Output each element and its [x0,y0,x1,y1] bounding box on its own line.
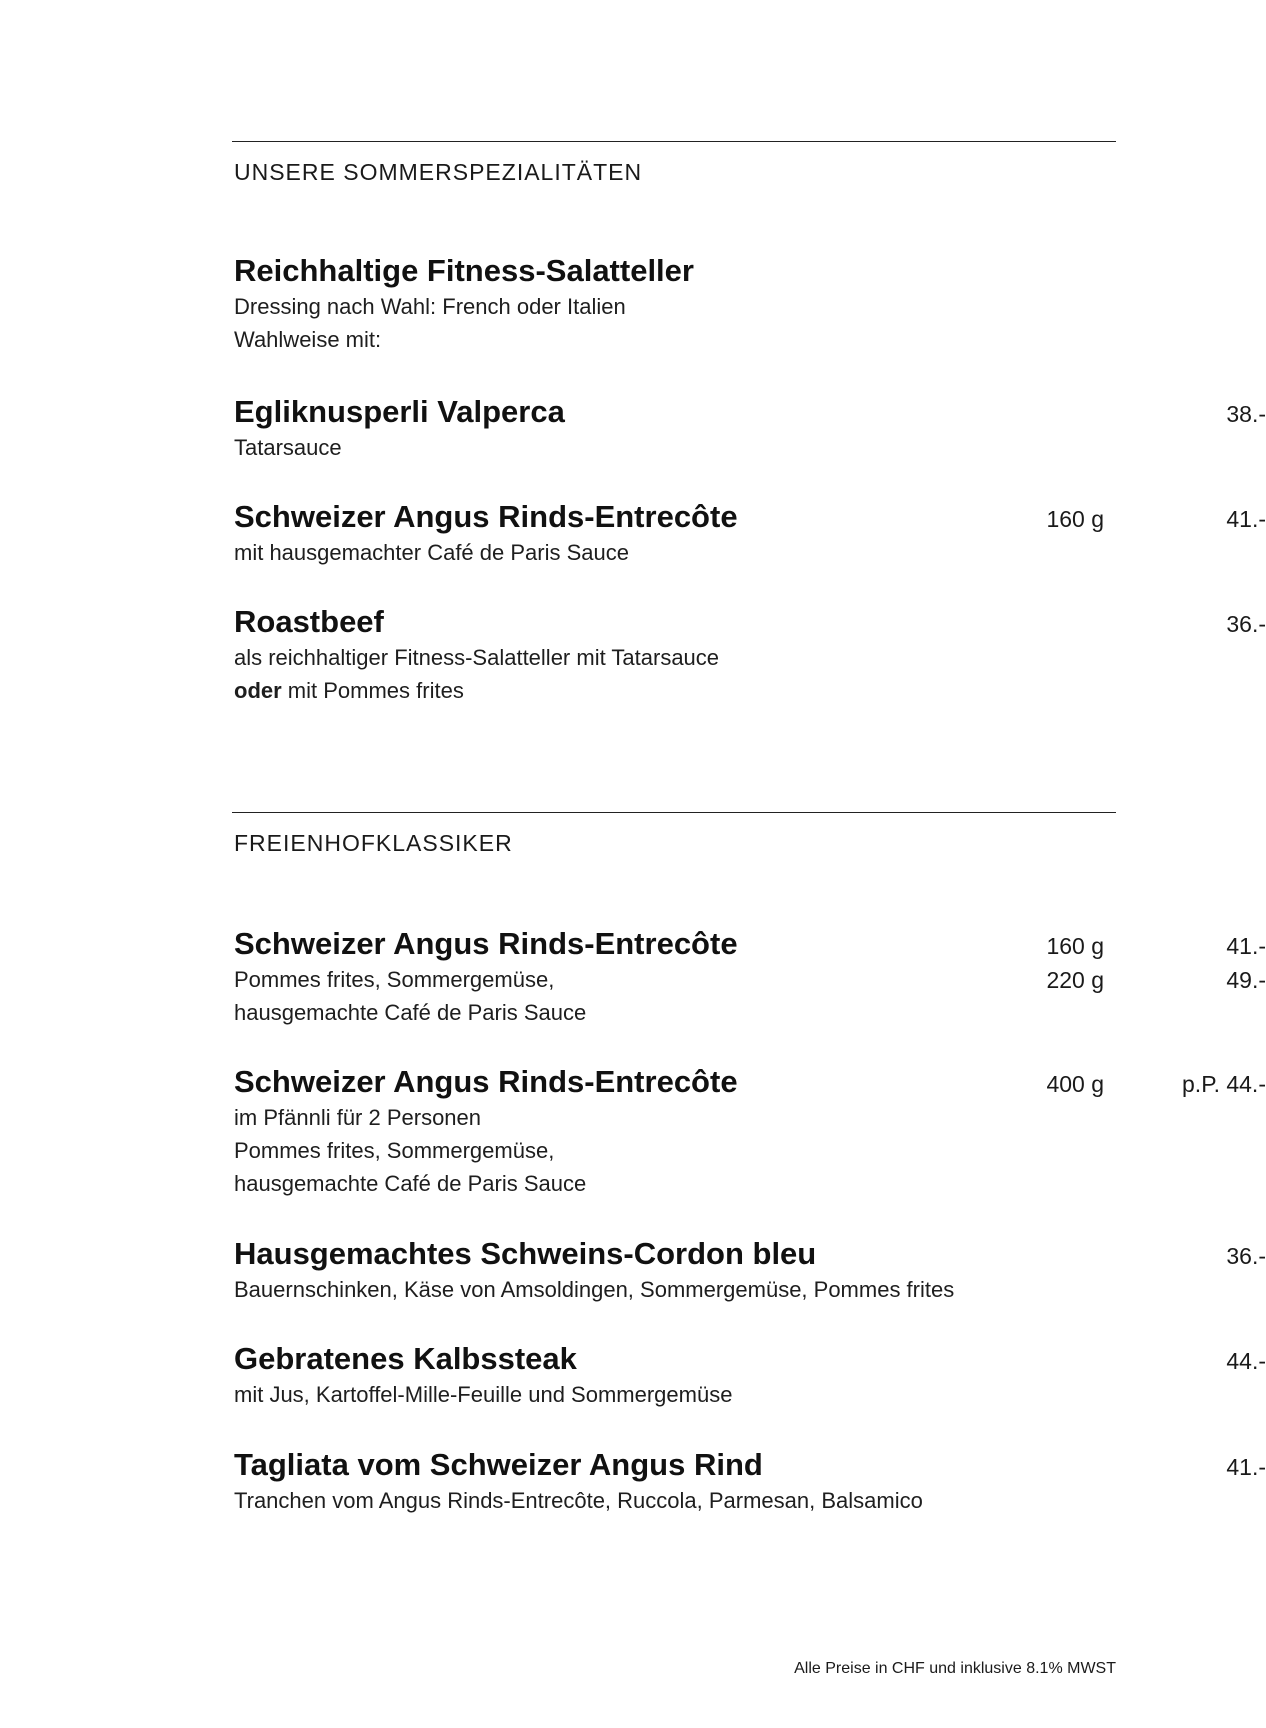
menu-item-tagliata [234,1446,1266,1517]
section-divider [232,812,1116,813]
item-description: Pommes frites, Sommergemüse, [234,1138,555,1163]
item-weight: 400 g [1046,1071,1104,1097]
section-divider [232,141,1116,142]
item-description: Dressing nach Wahl: French oder Italien [234,294,626,319]
menu-item-entrecote-summer [234,498,1266,569]
item-price: 41.- [1226,933,1266,959]
section-summer-specials [232,141,1116,186]
item-price: 38.- [1226,401,1266,427]
menu-item-kalbssteak [234,1340,1266,1411]
item-name: Gebratenes Kalbssteak [234,1341,577,1376]
item-description: hausgemachte Café de Paris Sauce [234,1000,587,1025]
menu-item-roastbeef [234,603,1266,707]
item-price: 41.- [1226,506,1266,532]
item-description: im Pfännli für 2 Personen [234,1105,482,1130]
item-price: 36.- [1226,1243,1266,1269]
menu-item-fitness-salad [234,252,1116,356]
item-weight: 220 g [1046,967,1104,993]
item-description: hausgemachte Café de Paris Sauce [234,1171,587,1196]
item-price: 49.- [1226,967,1266,993]
item-price: 41.- [1226,1454,1266,1480]
item-name: Roastbeef [234,604,384,639]
menu-item-entrecote-classic [234,925,1266,1029]
item-description: Tatarsauce [234,435,342,460]
item-description: Tranchen vom Angus Rinds-Entrecôte, Ruccola, Parmesan, Balsamico [234,1488,923,1513]
item-price: 44.- [1226,1348,1266,1374]
menu-item-entrecote-pfaennli [234,1063,1266,1200]
item-description: Pommes frites, Sommergemüse, [234,967,555,992]
section-title: FREIENHOFKLASSIKER [234,830,513,856]
item-name: Schweizer Angus Rinds-Entrecôte [234,499,738,534]
emphasis-text: oder [234,678,282,703]
section-classics [232,812,1116,857]
item-name: Reichhaltige Fitness-Salatteller [234,253,694,288]
item-price: p.P. 44.- [1182,1071,1266,1097]
menu-item-egliknusperli [234,393,1266,464]
item-price: 36.- [1226,611,1266,637]
item-name: Tagliata vom Schweizer Angus Rind [234,1447,763,1482]
menu-item-cordon-bleu [234,1235,1266,1306]
price-footnote: Alle Preise in CHF und inklusive 8.1% MWST [794,1660,1116,1677]
item-description: mit hausgemachter Café de Paris Sauce [234,540,629,565]
item-weight: 160 g [1046,506,1104,532]
section-title: UNSERE SOMMERSPEZIALITÄTEN [234,159,643,185]
item-description: mit Jus, Kartoffel-Mille-Feuille und Sommergemüse [234,1382,733,1407]
item-name: Hausgemachtes Schweins-Cordon bleu [234,1236,817,1271]
item-name: Egliknusperli Valperca [234,394,565,429]
item-name: Schweizer Angus Rinds-Entrecôte [234,1064,738,1099]
item-description: Bauernschinken, Käse von Amsoldingen, Sommergemüse, Pommes frites [234,1277,955,1302]
item-description: als reichhaltiger Fitness-Salatteller mit Tatarsauce [234,645,720,670]
item-description: Wahlweise mit: [234,327,382,352]
item-weight: 160 g [1046,933,1104,959]
item-name: Schweizer Angus Rinds-Entrecôte [234,926,738,961]
description-text: mit Pommes frites [281,678,464,703]
item-description [234,674,1116,707]
